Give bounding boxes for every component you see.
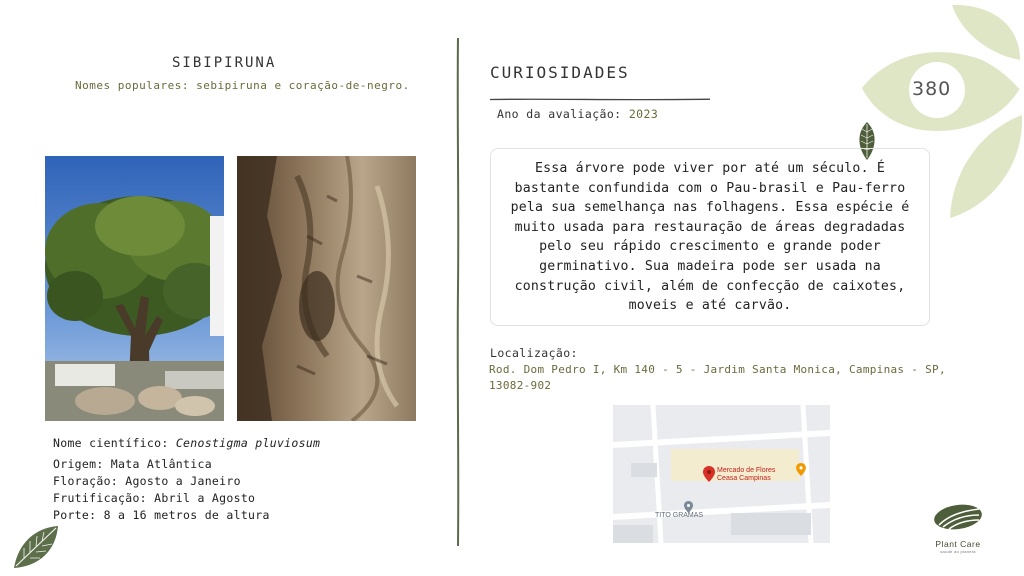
tree-photo: [45, 156, 224, 421]
brand-tagline: saúde ao planeta: [940, 549, 976, 554]
scientific-name-label: Nome científico:: [53, 436, 169, 450]
map-place-label: TITO GRAMAS: [655, 512, 704, 519]
scientific-name-row: [53, 435, 320, 452]
map-poi-icon: [796, 461, 806, 480]
bark-photo: [237, 156, 416, 421]
curiosities-text: Essa árvore pode viver por até um século. É bastante confundida com o Pau-brasil e Pau-ferro pela sua semelhança nas folhagens. Essa espécie é muito usada para restauração de áreas degradadas pelo seu rápido crescimento e grande poder germinativo. Sua madeira pode ser usada na construção civil, além de confecção de caixotes, moveis e até carvão.: [510, 161, 910, 314]
map-pin-label-line1: Mercado de Flores: [717, 467, 776, 474]
location-label: Localização:: [490, 346, 578, 360]
species-details: [53, 435, 320, 524]
size-row: Porte: 8 a 16 metros de altura: [53, 508, 270, 522]
fruiting-row: Frutificação: Abril a Agosto: [53, 491, 256, 505]
evaluation-year-label: Ano da avaliação:: [497, 107, 622, 121]
location-address: Rod. Dom Pedro I, Km 140 - 5 - Jardim Santa Monica, Campinas - SP, 13082-902: [489, 363, 946, 392]
evaluation-year-value: 2023: [628, 107, 659, 121]
brand-leaf-icon: [933, 503, 983, 533]
curiosities-underline: [490, 86, 710, 89]
brand-name: Plant Care: [935, 539, 981, 549]
decorative-leaves: [862, 0, 1024, 225]
map-pin-label: [717, 467, 775, 483]
column-divider: [455, 38, 461, 546]
map-pin-label-line2: Ceasa Campinas: [717, 475, 771, 482]
tree-number-badge: 380: [912, 78, 952, 100]
location-map[interactable]: [613, 405, 830, 543]
scientific-name-value: Cenostigma pluviosum: [175, 436, 321, 450]
evaluation-year: [497, 107, 658, 121]
leaf-icon: [12, 524, 60, 574]
species-title: SIBIPIRUNA: [172, 55, 277, 71]
flowering-row: Floração: Agosto a Janeiro: [53, 474, 241, 488]
popular-names-value: sebipiruna e coração-de-negro.: [196, 79, 410, 92]
popular-names-label: Nomes populares:: [75, 79, 189, 92]
curiosities-title: CURIOSIDADES: [490, 63, 630, 82]
popular-names: [75, 79, 410, 92]
brand-logo: [922, 503, 994, 554]
map-pin-icon[interactable]: [703, 466, 715, 486]
origin-row: Origem: Mata Atlântica: [53, 457, 212, 471]
